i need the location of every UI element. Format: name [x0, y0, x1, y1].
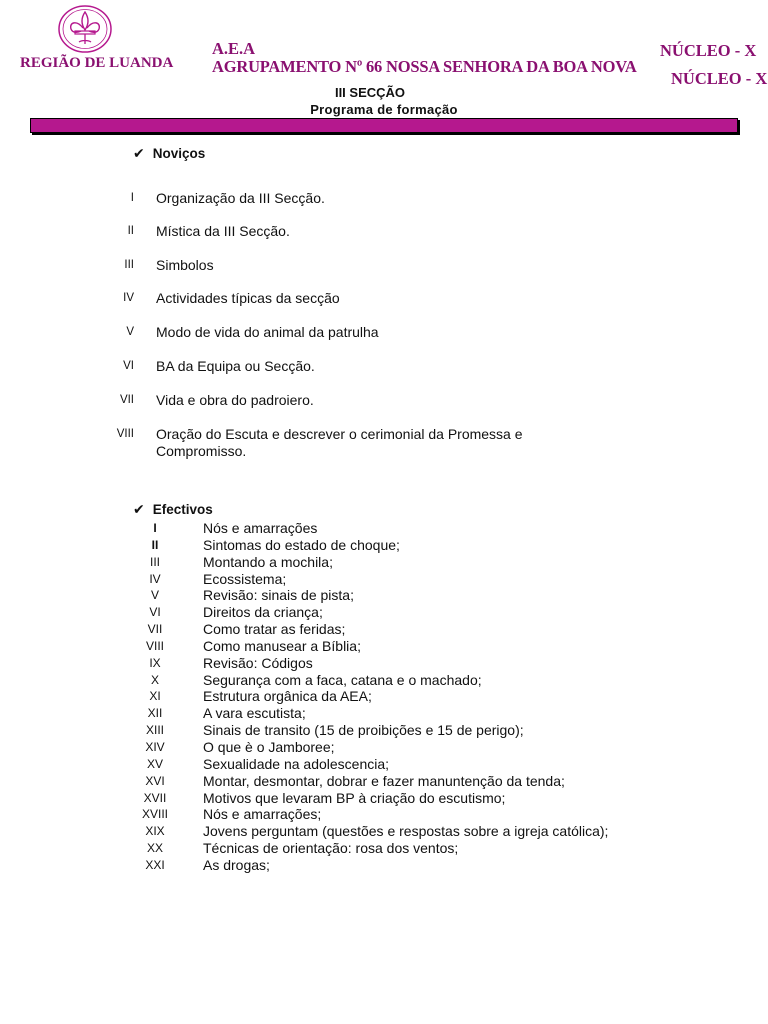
- list-item: [0, 638, 768, 655]
- list-item: [0, 739, 768, 756]
- item-text: Mística da III Secção.: [156, 223, 290, 239]
- item-text: Sintomas do estado de choque;: [203, 536, 400, 553]
- item-number: V: [126, 326, 134, 338]
- item-number: VI: [149, 605, 161, 620]
- efectivos-heading: [133, 501, 213, 518]
- programme-title: Programa de formação: [310, 102, 458, 117]
- item-number: XVIII: [141, 807, 168, 822]
- list-item: [0, 655, 768, 672]
- item-number: I: [130, 192, 134, 204]
- list-item: [0, 823, 768, 840]
- fleur-de-lis-icon: [57, 4, 113, 54]
- item-text: As drogas;: [203, 856, 270, 873]
- item-text: Simbolos: [156, 257, 214, 273]
- item-text: Motivos que levaram BP à criação do escutismo;: [203, 789, 506, 806]
- list-item: [0, 571, 768, 588]
- item-number: VI: [123, 360, 134, 372]
- header-divider-bar: [30, 118, 738, 133]
- item-text: Como manusear a Bíblia;: [203, 637, 361, 654]
- novicos-heading-label: Noviços: [152, 146, 206, 161]
- list-item: [0, 857, 768, 874]
- item-number: IV: [123, 292, 134, 304]
- list-item: [0, 790, 768, 807]
- item-number: XV: [146, 756, 163, 771]
- item-text: Revisão: Códigos: [203, 654, 313, 671]
- list-item: [0, 722, 768, 739]
- list-item: [0, 688, 768, 705]
- item-text: Estrutura orgânica da AEA;: [203, 688, 372, 705]
- list-item: [0, 587, 768, 604]
- list-item: [0, 554, 768, 571]
- item-number: III: [124, 259, 134, 271]
- item-text: Técnicas de orientação: rosa dos ventos;: [203, 840, 459, 857]
- list-item: [0, 604, 768, 621]
- item-text: BA da Equipa ou Secção.: [156, 358, 315, 374]
- group-name: AGRUPAMENTO Nº 66 NOSSA SENHORA DA BOA NOVA: [212, 57, 637, 76]
- list-item: [0, 705, 768, 722]
- item-number: XII: [147, 706, 163, 721]
- item-text: Montando a mochila;: [203, 553, 333, 570]
- item-number: VII: [119, 394, 134, 406]
- item-number: VII: [147, 622, 163, 637]
- item-number: III: [149, 554, 160, 569]
- item-text: Jovens perguntam (questões e respostas sobre a igreja católica);: [203, 823, 609, 840]
- efectivos-heading-label: Efectivos: [152, 502, 213, 517]
- item-text: A vara escutista;: [203, 705, 306, 722]
- item-number: XI: [149, 689, 161, 704]
- item-number: XXI: [145, 857, 165, 872]
- list-item: [0, 756, 768, 773]
- item-number: XIV: [145, 739, 165, 754]
- list-item: [0, 621, 768, 638]
- item-text: Organização da III Secção.: [156, 190, 325, 206]
- efectivos-list: [0, 520, 768, 874]
- association-acronym: A.E.A: [212, 39, 256, 58]
- item-text: Montar, desmontar, dobrar e fazer manuntenção da tenda;: [203, 772, 565, 789]
- checkmark-icon: ✔: [133, 145, 145, 161]
- item-text: Nós e amarrações;: [203, 806, 322, 823]
- list-item: [0, 773, 768, 790]
- item-text: Segurança com a faca, catana e o machado;: [203, 671, 482, 688]
- item-text: Actividades típicas da secção: [156, 290, 340, 306]
- item-text: Direitos da criança;: [203, 604, 323, 621]
- item-number: II: [127, 225, 134, 237]
- item-number: IV: [149, 571, 161, 586]
- item-text: Vida e obra do padroiero.: [156, 392, 314, 408]
- checkmark-icon: ✔: [133, 501, 145, 517]
- item-text: Nós e amarrações: [203, 520, 318, 536]
- item-number: I: [153, 521, 157, 535]
- item-text: Modo de vida do animal da patrulha: [156, 324, 379, 340]
- item-number: XIX: [145, 824, 165, 839]
- item-number: X: [150, 672, 159, 687]
- item-number: II: [151, 537, 159, 552]
- item-text: Sexualidade na adolescencia;: [203, 755, 390, 772]
- item-text: Ecossistema;: [203, 570, 287, 587]
- item-number: VIII: [145, 638, 164, 653]
- region-name: REGIÃO DE LUANDA: [20, 55, 174, 71]
- item-text: Como tratar as feridas;: [203, 621, 346, 638]
- item-number: XVII: [143, 790, 167, 805]
- item-text: O que è o Jamboree;: [203, 738, 335, 755]
- item-number: IX: [149, 655, 161, 670]
- item-number: V: [150, 588, 159, 603]
- list-item: [0, 806, 768, 823]
- item-text: Oração do Escuta e descrever o cerimonial da Promessa e Compromisso.: [156, 426, 523, 459]
- list-item: [0, 672, 768, 689]
- item-number: XIII: [145, 723, 164, 738]
- section-title: III SECÇÃO: [334, 85, 406, 100]
- list-item: [0, 840, 768, 857]
- item-number: VIII: [116, 428, 134, 440]
- item-text: Revisão: sinais de pista;: [203, 587, 354, 604]
- nucleo-label-1: NÚCLEO - X: [660, 41, 757, 60]
- list-item: [0, 520, 768, 537]
- novicos-heading: [133, 145, 205, 162]
- item-number: XVI: [145, 773, 165, 788]
- nucleo-label-2: NÚCLEO - X: [671, 69, 768, 88]
- item-number: XX: [146, 841, 163, 856]
- item-text: Sinais de transito (15 de proibições e 15 de perigo);: [203, 722, 524, 739]
- list-item: [0, 537, 768, 554]
